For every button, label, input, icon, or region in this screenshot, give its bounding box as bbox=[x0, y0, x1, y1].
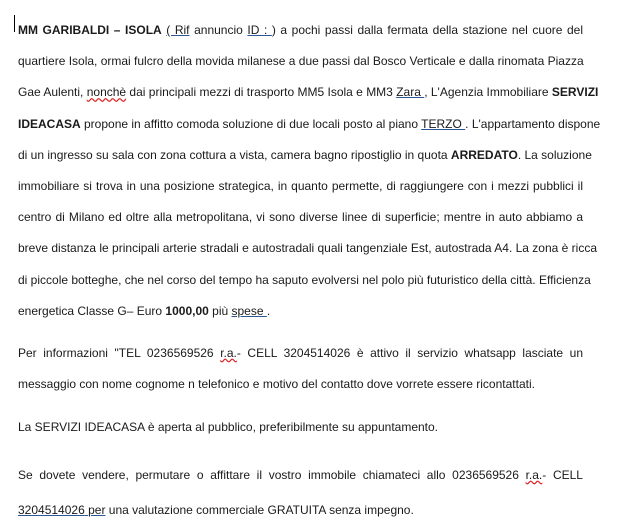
valuation-line-1 bbox=[18, 458, 583, 493]
line-1-rest: ) a pochi passi dalla fermata della stazione nel cuore del bbox=[271, 23, 584, 37]
agency-name-part2: IDEACASA bbox=[18, 116, 81, 131]
valuation-line-1-post: - CELL bbox=[542, 468, 583, 482]
line-9: di piccole botteghe, che nel corso del tempo ha saputo evolversi nel polo più futuristico della città. Efficienza bbox=[18, 272, 591, 287]
annuncio-text: annuncio bbox=[194, 23, 243, 37]
floor-terzo: TERZO bbox=[421, 116, 466, 131]
line-10-pre: energetica Classe G– Euro bbox=[18, 303, 166, 318]
agency-name-part1: SERVIZI bbox=[551, 85, 599, 100]
line-5 bbox=[18, 140, 592, 171]
id-label: ID : bbox=[247, 23, 272, 37]
line-4-post: L'appartamento dispone bbox=[468, 116, 601, 131]
line-10-dot: . bbox=[266, 303, 271, 318]
spese-link: spese bbox=[231, 303, 267, 318]
line-6: immobiliare si trova in una posizione strategica, in quanto permette, di raggiungere con i mezzi pubblici il bbox=[18, 179, 583, 194]
rif-label: ( Rif bbox=[166, 23, 190, 37]
line-5-pre: di un ingresso su sala con zona cottura a vista, camera bagno ripostiglio in quota bbox=[18, 147, 451, 162]
line-4-pre: propone in affitto comoda soluzione di due locali posto al piano bbox=[80, 116, 422, 131]
line-10 bbox=[18, 296, 583, 327]
zara-link: Zara bbox=[396, 85, 425, 100]
furnished-label: ARREDATO bbox=[450, 147, 518, 162]
valuation-paragraph[interactable] bbox=[18, 458, 583, 528]
line-3 bbox=[18, 77, 599, 108]
spellcheck-nonche[interactable]: nonchè bbox=[86, 85, 127, 100]
text-cursor bbox=[14, 15, 15, 32]
cell-number-underlined bbox=[18, 503, 105, 517]
contact-line-1-post: - CELL 3204514026 è attivo il servizio whatsapp lasciate un bbox=[236, 346, 583, 360]
line-1 bbox=[18, 15, 583, 46]
contact-line-1-pre: Per informazioni "TEL 0236569526 bbox=[18, 346, 221, 360]
opening-line: La SERVIZI IDEACASA è aperta al pubblico, preferibilmente su appuntamento. bbox=[18, 420, 439, 434]
line-5-post: . La soluzione bbox=[517, 147, 592, 162]
contact-paragraph[interactable] bbox=[18, 338, 583, 400]
opening-paragraph[interactable] bbox=[18, 417, 583, 437]
line-3-mid: dai principali mezzi di trasporto MM5 Isola e MM3 bbox=[126, 85, 397, 100]
line-4 bbox=[18, 109, 601, 140]
spellcheck-ra-2[interactable]: r.a. bbox=[525, 468, 543, 482]
valuation-line-2-post: una valutazione commerciale GRATUITA senza impegno. bbox=[105, 503, 414, 517]
price-value: 1000,00 bbox=[165, 303, 209, 318]
valuation-line-2 bbox=[18, 493, 583, 528]
line-7: centro di Milano ed oltre alla metropolitana, vi sono diverse linee di superficie; mentre in auto abbiamo a bbox=[18, 210, 583, 225]
line-3-post: L'Agenzia Immobiliare bbox=[427, 85, 552, 100]
cell-number: 3204514026 bbox=[18, 503, 85, 517]
line-3-comma: , bbox=[424, 85, 428, 100]
valuation-line-1-pre: Se dovete vendere, permutare o affittare il vostro immobile chiamateci allo 0236569526 bbox=[18, 468, 526, 482]
line-10-mid: più bbox=[208, 303, 232, 318]
spellcheck-ra[interactable]: r.a. bbox=[220, 346, 237, 360]
per-word: per bbox=[88, 503, 106, 517]
line-2: quartiere Isola, ormai fulcro della movida milanese a due passi dal Bosco Verticale e dalla rinomata Piazza bbox=[18, 54, 584, 69]
line-8: breve distanza le principali arterie stradali e autostradali quali tangenziale Est, autostrada A4. La zona è ricca bbox=[18, 241, 598, 256]
listing-paragraph[interactable] bbox=[18, 15, 601, 327]
line-3-pre: Gae Aulenti, bbox=[18, 85, 87, 100]
listing-title: MM GARIBALDI – ISOLA bbox=[18, 23, 162, 37]
contact-line-1 bbox=[18, 338, 583, 369]
line-4-dot: . bbox=[465, 116, 469, 131]
contact-line-2: messaggio con nome cognome n telefonico e motivo del contatto dove vorrete essere ricontattati. bbox=[18, 377, 535, 391]
